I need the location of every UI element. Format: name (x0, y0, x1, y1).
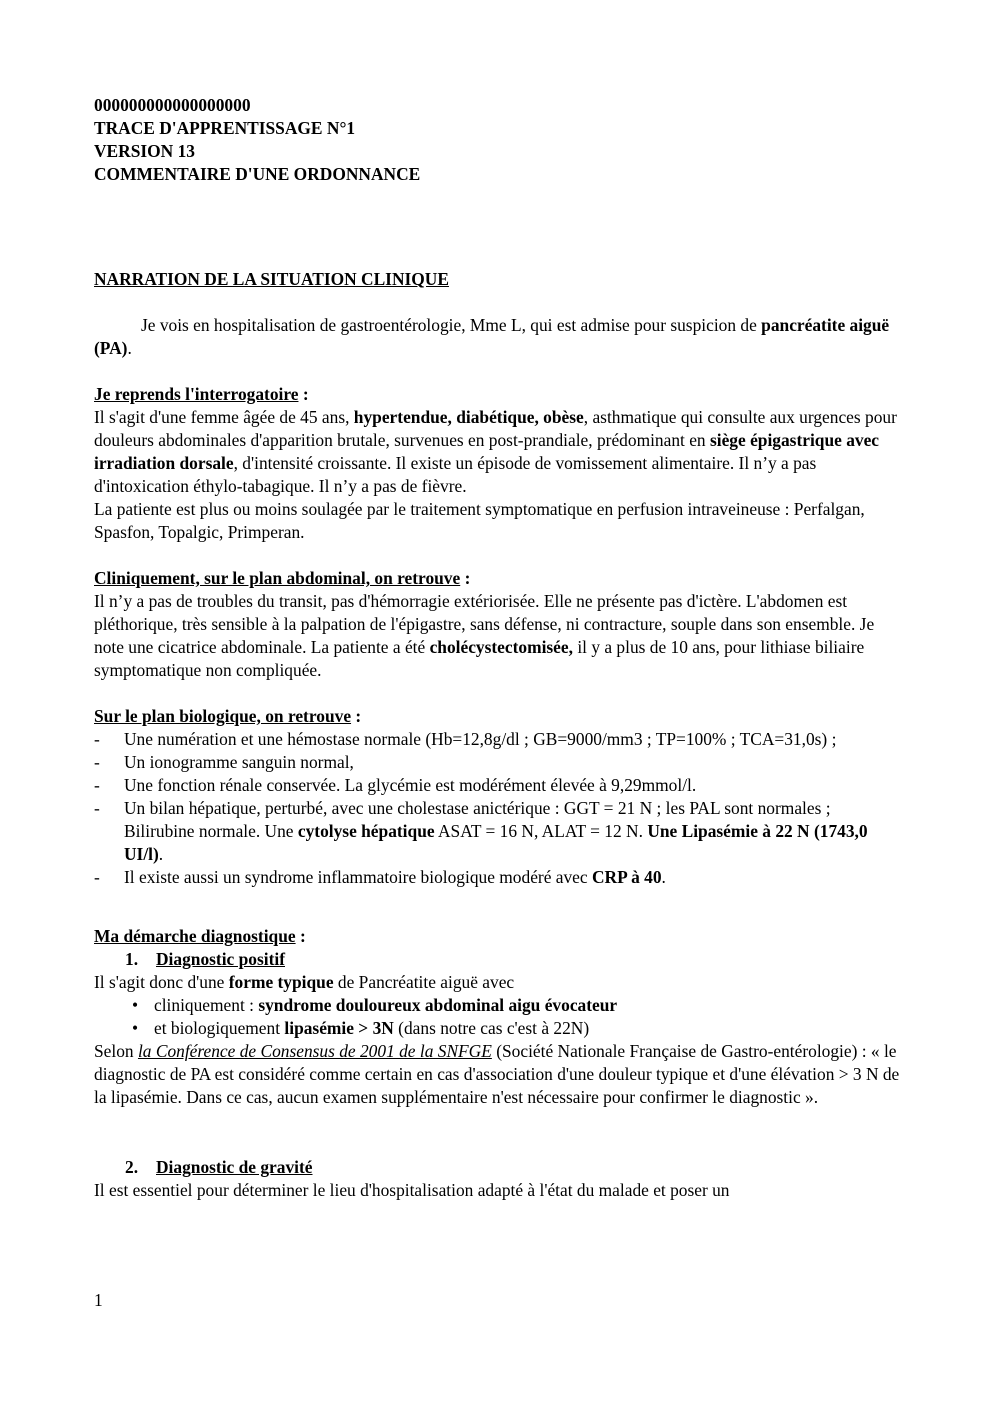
clinique-text-2: il y a plus de 10 ans, pour lithiase biliaire symptomatique non compliquée. (94, 637, 865, 680)
bio-text: . (158, 844, 164, 864)
subheading-diagnostic-positif (94, 948, 900, 971)
bio-text: . (661, 867, 666, 887)
heading-interrogatoire (94, 383, 900, 406)
narration-intro (94, 314, 900, 360)
bio-bold: cytolyse hépatique (297, 821, 435, 841)
heading-colon: : (295, 926, 306, 946)
bullet-text: cliniquement : (154, 995, 259, 1015)
bio-bold: CRP à 40 (591, 867, 662, 887)
header-line-code: 000000000000000000 (94, 95, 251, 115)
subheading-number: 2. (125, 1157, 139, 1177)
interro-text-1: Il s'agit d'une femme âgée de 45 ans, (94, 407, 354, 427)
section-title-narration: NARRATION DE LA SITUATION CLINIQUE (94, 269, 449, 289)
interro-bold-2: siège épigastrique avec irradiation dorsale (94, 430, 880, 473)
heading-clinique (94, 567, 900, 590)
subheading-text: Diagnostic de gravité (156, 1157, 313, 1177)
heading-demarche-text: Ma démarche diagnostique (94, 926, 296, 946)
heading-demarche (94, 925, 900, 948)
intro-text: Je vois en hospitalisation de gastroentérologie, Mme L, qui est admise pour suspicion de (141, 315, 762, 335)
subheading-number: 1. (125, 949, 139, 969)
list-item: - Une fonction rénale conservée. La glycémie est modérément élevée à 9,29mmol/l. (94, 774, 900, 797)
page-number: 1 (94, 1290, 103, 1310)
list-item: - Une numération et une hémostase normale (Hb=12,8g/dl ; GB=9000/mm3 ; TP=100% ; TCA=31,0s) ; (94, 728, 900, 751)
heading-clinique-text: Cliniquement, sur le plan abdominal, on retrouve (94, 568, 461, 588)
heading-colon: : (460, 568, 471, 588)
interrogatoire-treatment: La patiente est plus ou moins soulagée par le traitement symptomatique en perfusion intraveineuse : Perfalgan, Spasfon, Topalgic, Primperan. (94, 499, 865, 542)
interro-text-2: , asthmatique qui consulte aux urgences pour douleurs abdominales d'apparition brutale, survenues en post-prandiale, prédominant en (94, 407, 897, 450)
heading-biologie-text: Sur le plan biologique, on retrouve (94, 706, 352, 726)
header-line-title: COMMENTAIRE D'UNE ORDONNANCE (94, 164, 421, 184)
document-header (94, 94, 900, 186)
header-line-trace: TRACE D'APPRENTISSAGE N°1 (94, 118, 356, 138)
header-line-version: VERSION 13 (94, 141, 195, 161)
bio-text: Un bilan hépatique, perturbé, avec une cholestase anictérique : GGT = 21 N ; les PAL sont normales ; Bilirubine normale. Une (124, 798, 831, 841)
clinique-bold: cholécystectomisée, (429, 637, 573, 657)
clinique-text-1: Il n’y a pas de troubles du transit, pas d'hémorragie extériorisée. Elle ne présente pas d'ictère. L'abdomen est pléthorique, très sensible à la palpation de l'épigastre, sans défense, ni contracture, souple dans son ensemble. Je note une cicatrice abdominale. La patiente a été (94, 591, 875, 657)
list-item (94, 797, 900, 866)
bio-text: Il existe aussi un syndrome inflammatoire biologique modéré avec (124, 867, 592, 887)
bullet-icon: • (132, 995, 139, 1015)
heading-colon: : (298, 384, 309, 404)
diagnostic-bullets (94, 994, 900, 1040)
list-item (94, 866, 900, 889)
interro-text-3: , d'intensité croissante. Il existe un épisode de vomissement alimentaire. Il n’y a pas d'intoxication éthylo-tabagique. Il n’y a pas de fièvre. (94, 453, 817, 496)
diagnostic-positif-text (94, 971, 900, 994)
list-item: - Un ionogramme sanguin normal, (94, 751, 900, 774)
bullet-bold: lipasémie > 3N (284, 1018, 394, 1038)
subheading-text: Diagnostic positif (156, 949, 285, 969)
interrogatoire-paragraph (94, 406, 900, 498)
demarche-text: Il s'agit donc d'une (94, 972, 229, 992)
bullet-text: et biologiquement (154, 1018, 285, 1038)
quote-text: Selon (94, 1041, 138, 1061)
demarche-bold: forme typique (228, 972, 334, 992)
heading-interrogatoire-text: Je reprends l'interrogatoire (94, 384, 299, 404)
document-page (94, 94, 900, 1202)
demarche-text: de Pancréatite aiguë avec (333, 972, 515, 992)
quote-text: (Société Nationale Française de Gastro-entérologie) : « le diagnostic de PA est considéré comme certain en cas d'association d'une douleur typique et d'une élévation > 3 N de la lipasémie. Dans ce cas, aucun examen supplémentaire n'est nécessaire pour confirmer le diagnostic ». (94, 1041, 900, 1107)
clinique-paragraph (94, 590, 900, 682)
bullet-icon: • (132, 1018, 139, 1038)
consensus-quote (94, 1040, 900, 1109)
subheading-diagnostic-gravite (94, 1156, 900, 1179)
list-item (132, 994, 900, 1017)
intro-end: . (127, 338, 132, 358)
bullet-bold: syndrome douloureux abdominal aigu évocateur (258, 995, 618, 1015)
bio-bold: Une Lipasémie à 22 N (1743,0 UI/l) (124, 821, 868, 864)
bio-text: ASAT = 16 N, ALAT = 12 N. (434, 821, 648, 841)
diagnostic-gravite-text: Il est essentiel pour déterminer le lieu d'hospitalisation adapté à l'état du malade et poser un (94, 1180, 730, 1200)
bullet-text: (dans notre cas c'est à 22N) (393, 1018, 590, 1038)
list-item (132, 1017, 900, 1040)
intro-diagnosis: pancréatite aiguë (PA) (94, 315, 890, 358)
interro-bold-1: hypertendue, diabétique, obèse (353, 407, 584, 427)
heading-colon: : (351, 706, 362, 726)
heading-biologie (94, 705, 900, 728)
biology-list (94, 728, 900, 889)
consensus-reference: la Conférence de Consensus de 2001 de la SNFGE (137, 1041, 492, 1061)
